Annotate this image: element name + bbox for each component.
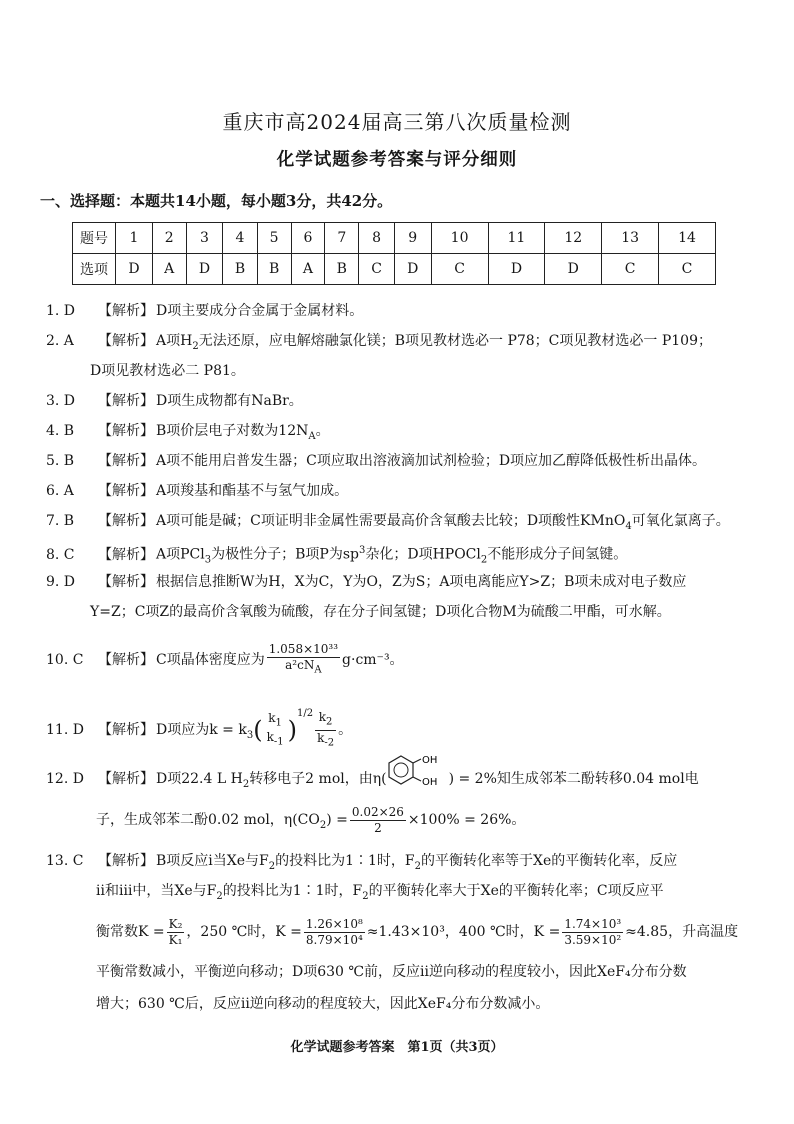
table-cell: 1: [116, 223, 153, 254]
analysis-tag: 【解析】: [98, 303, 154, 319]
answer-item: [46, 331, 766, 357]
fraction-numerator: 1.74×10³: [564, 916, 622, 931]
item-number: 7. B: [46, 513, 75, 529]
numerator-text: k: [318, 710, 327, 725]
table-cell: A: [291, 254, 325, 285]
page-title: 重庆市高2024届高三第八次质量检测: [222, 110, 572, 134]
item-text: 无法还原，应电解熔融氯化镁；B项见教材选必一 P78；C项见教材选必一 P109；: [198, 333, 712, 349]
table-cell: A: [152, 254, 186, 285]
fraction-numerator: 0.02×26: [351, 804, 404, 819]
fraction-numerator: [315, 710, 336, 730]
item-text: 转移电子2 mol，由η(: [249, 771, 387, 787]
fraction-numerator: 1.26×10⁸: [305, 916, 363, 931]
table-cell: 8: [359, 223, 394, 254]
table-cell: 13: [602, 223, 659, 254]
subscript: -1: [273, 736, 284, 748]
fraction-denominator: 3.59×10²: [564, 932, 622, 947]
item-continuation: Y=Z；C项Z的最高价含氧酸为硫酸，存在分子间氢键；D项化合物M为硫酸二甲酯，可水解。: [90, 604, 671, 620]
hydroxyl-label-top: OH: [421, 755, 437, 766]
item-text: D项生成物都有NaBr。: [156, 393, 303, 409]
subscript: 2: [362, 890, 369, 902]
item-text: 。: [315, 423, 330, 439]
analysis-tag: 【解析】: [98, 546, 154, 563]
table-cell: C: [659, 254, 716, 285]
analysis-tag: 【解析】: [98, 853, 154, 869]
item-text: 不能形成分子间氢键。: [487, 546, 628, 563]
table-header-cell: 题号: [73, 223, 116, 254]
item-text: 的平衡转化率大于Xe的平衡转化率；C项反应平: [368, 883, 664, 899]
table-cell: B: [325, 254, 359, 285]
answer-item: [46, 511, 766, 537]
subscript: -2: [324, 736, 335, 748]
item-text: 。: [338, 722, 353, 738]
subscript: 3: [246, 729, 254, 741]
answer-item: [46, 421, 766, 447]
page-subtitle: 化学试题参考答案与评分细则: [276, 150, 518, 170]
fraction-denominator: K₁: [168, 932, 183, 947]
analysis-tag: 【解析】: [98, 333, 154, 349]
analysis-tag: 【解析】: [98, 652, 154, 668]
k250-fraction: [304, 917, 365, 948]
item-continuation: D项见教材选必二 P81。: [90, 363, 245, 379]
table-cell: 7: [325, 223, 359, 254]
item-text: ×100% = 26%。: [407, 812, 526, 828]
answer-item: [46, 481, 766, 501]
item-number: 12. D: [46, 771, 84, 787]
table-cell: 4: [223, 223, 257, 254]
item-number: 4. B: [46, 423, 75, 439]
answer-item: [46, 752, 766, 792]
item-text: B项价层电子对数为12N: [156, 423, 309, 439]
item-continuation: [96, 914, 738, 950]
table-cell: C: [359, 254, 394, 285]
fraction-numerator: [265, 711, 286, 730]
item-text: 的投料比为1∶1时，F: [222, 883, 363, 899]
table-cell: D: [545, 254, 602, 285]
item-text: 的投料比为1∶1时，F: [275, 853, 415, 869]
item-text: A项羧基和酯基不与氢气加成。: [156, 483, 349, 499]
subscript: 2: [242, 778, 250, 790]
table-cell: C: [602, 254, 659, 285]
item-continuation: 增大；630 ℃后，反应ⅱ逆向移动的程度较大，因此XeF₄分布分数减小。: [96, 996, 550, 1012]
table-cell: 2: [152, 223, 186, 254]
page-footer: 化学试题参考答案 第1页（共3页）: [290, 1040, 504, 1055]
ratio-fraction: [265, 711, 286, 750]
item-text: ) = 2%知生成邻苯二酚转移0.04 mol电: [448, 771, 699, 787]
analysis-tag: 【解析】: [98, 574, 154, 590]
table-cell: B: [257, 254, 291, 285]
subscript: 2: [319, 819, 327, 831]
k-ratio-fraction: [167, 917, 185, 948]
table-row-numbers: [73, 223, 716, 254]
item-text: 可氧化氯离子。: [631, 513, 730, 529]
table-cell: 5: [257, 223, 291, 254]
subscript: 2: [268, 860, 276, 872]
item-text: 子，生成邻苯二酚0.02 mol，η(CO: [96, 812, 320, 828]
section-heading: 一、选择题：本题共14小题，每小题3分，共42分。: [40, 192, 393, 210]
answer-item: [46, 301, 766, 321]
item-text: A项可能是碱；C项证明非金属性需要最高价含氧酸去比较；D项酸性KMnO: [156, 513, 626, 529]
item-number: 5. B: [46, 453, 75, 469]
item-number: 8. C: [46, 546, 75, 563]
item-text: D项应为k = k: [156, 722, 247, 738]
subscript: 3: [204, 554, 212, 566]
answer-item: [46, 851, 766, 877]
right-paren: ): [287, 716, 297, 744]
item-continuation: [96, 800, 525, 840]
table-cell: C: [431, 254, 488, 285]
item-text: A项PCl: [156, 546, 205, 563]
table-cell: 9: [394, 223, 431, 254]
table-cell: D: [488, 254, 545, 285]
fraction-denominator: [267, 658, 340, 677]
fraction-denominator: [265, 730, 286, 749]
subscript: 2: [480, 554, 488, 566]
analysis-tag: 【解析】: [98, 513, 154, 529]
item-text: ≈4.85，升高温度: [625, 924, 739, 940]
analysis-tag: 【解析】: [98, 453, 154, 469]
subscript: 2: [414, 860, 422, 872]
item-text: D项主要成分合金属于金属材料。: [156, 303, 364, 319]
item-text: 衡常数K =: [96, 924, 165, 940]
left-paren: (: [253, 716, 263, 744]
table-cell: 14: [659, 223, 716, 254]
table-cell: 6: [291, 223, 325, 254]
benzene-ring-icon: [387, 752, 449, 790]
fraction-numerator: 1.058×10³³: [268, 642, 339, 657]
answer-item: [46, 451, 766, 471]
table-cell: D: [394, 254, 431, 285]
subscript: 4: [625, 520, 632, 532]
denominator-text: a²cN: [285, 658, 315, 673]
answer-item: [46, 541, 766, 570]
subscript: 1: [275, 717, 282, 728]
hydroxyl-label-bottom: OH: [421, 777, 437, 788]
analysis-tag: 【解析】: [98, 771, 154, 787]
item-text: g·cm⁻³。: [342, 652, 404, 668]
item-text: ) =: [326, 812, 348, 828]
answer-item: [46, 640, 766, 680]
item-text: B项反应ⅰ当Xe与F: [156, 853, 269, 869]
denominator-text: k: [266, 730, 274, 744]
subscript: 2: [216, 890, 223, 902]
item-text: 根据信息推断W为H，X为C，Y为O，Z为S；A项电离能应Y>Z；B项未成对电子数应: [156, 574, 687, 590]
exponent: 1/2: [296, 708, 314, 719]
item-continuation: 平衡常数减小，平衡逆向移动；D项630 ℃前，反应ⅱ逆向移动的程度较小，因此XeF₄分布分数: [96, 964, 687, 980]
subscript: A: [314, 664, 322, 676]
item-number: 11. D: [46, 722, 84, 738]
subscript: 2: [326, 716, 333, 728]
denominator-text: k: [317, 730, 325, 745]
analysis-tag: 【解析】: [98, 423, 154, 439]
item-text: A项不能用启普发生器；C项应取出溶液滴加试剂检验；D项应加乙醇降低极性析出晶体。: [156, 453, 707, 469]
table-row-answers: [73, 254, 716, 285]
item-text: 为极性分子；B项P为sp: [211, 546, 359, 563]
item-text: D项22.4 L H: [156, 771, 243, 787]
item-number: 10. C: [46, 652, 84, 668]
table-cell: 10: [431, 223, 488, 254]
fraction-denominator: 2: [374, 820, 382, 835]
analysis-tag: 【解析】: [98, 393, 154, 409]
table-cell: D: [116, 254, 153, 285]
catechol-structure: [387, 752, 449, 806]
item-text: A项H: [156, 333, 193, 349]
item-number: 3. D: [46, 393, 76, 409]
item-number: 6. A: [46, 483, 74, 499]
subscript: 2: [192, 340, 199, 352]
table-cell: D: [186, 254, 223, 285]
analysis-tag: 【解析】: [98, 483, 154, 499]
item-text: C项晶体密度应为: [156, 652, 265, 668]
table-cell: B: [223, 254, 257, 285]
fraction-denominator: [315, 731, 336, 750]
item-text: ，250 ℃时，K =: [186, 924, 302, 940]
item-number: 9. D: [46, 574, 76, 590]
fraction-numerator: K₂: [168, 916, 183, 931]
table-cell: 12: [545, 223, 602, 254]
fraction-denominator: 8.79×10⁴: [305, 932, 363, 947]
answer-table: [72, 222, 716, 285]
answer-item: [46, 694, 766, 748]
table-header-cell: 选项: [73, 254, 116, 285]
item-number: 1. D: [46, 303, 76, 319]
item-number: 2. A: [46, 333, 74, 349]
item-continuation: [96, 881, 664, 907]
answer-item: [46, 391, 766, 411]
density-fraction: [267, 642, 340, 677]
efficiency-fraction: [350, 805, 406, 836]
superscript: 3: [358, 545, 366, 556]
analysis-tag: 【解析】: [98, 722, 154, 738]
table-cell: 3: [186, 223, 223, 254]
answer-item: [46, 572, 766, 592]
item-text: ≈1.43×10³，400 ℃时，K =: [366, 924, 561, 940]
item-text: ⅱ和ⅲ中，当Xe与F: [96, 883, 217, 899]
table-cell: 11: [488, 223, 545, 254]
item-text: 的平衡转化率等于Xe的平衡转化率，反应: [421, 853, 678, 869]
subscript: A: [308, 430, 316, 442]
item-text: 杂化；D项HPOCl: [365, 546, 481, 563]
k400-fraction: [562, 917, 623, 948]
numerator-text: k: [268, 710, 276, 725]
rate-fraction: [315, 710, 336, 750]
item-number: 13. C: [46, 853, 84, 869]
